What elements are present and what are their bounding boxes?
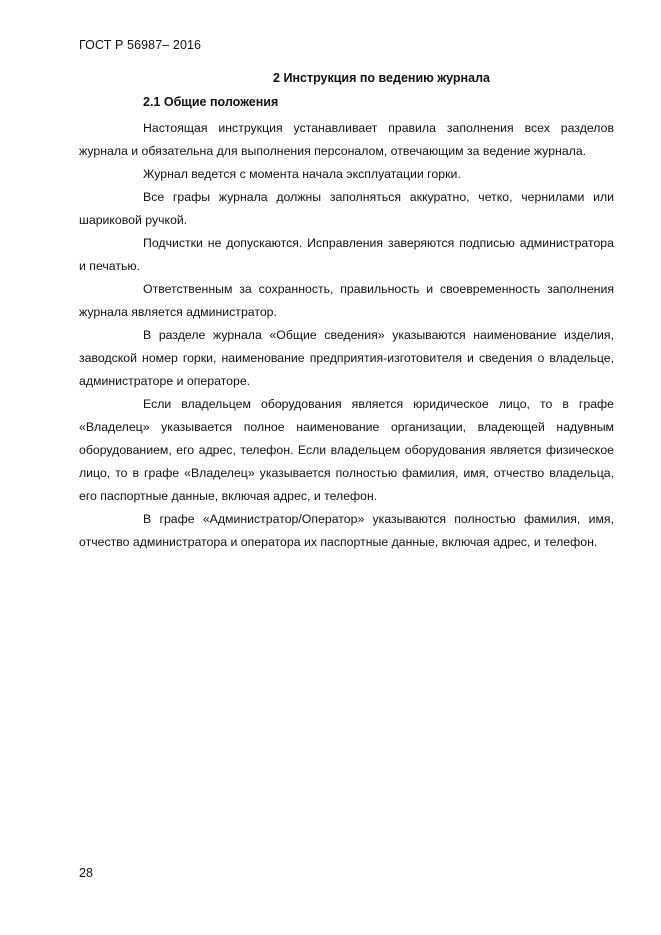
- paragraph-administrator: В графе «Администратор/Оператор» указываются полностью фамилия, имя, отчество администратора и оператора их паспортные данные, включая адрес, и телефон.: [79, 512, 614, 549]
- paragraph-responsibility: Ответственным за сохранность, правильность и своевременность заполнения журнала является администратор.: [79, 282, 614, 319]
- page-number: 28: [79, 866, 93, 880]
- paragraph-scope: Настоящая инструкция устанавливает правила заполнения всех разделов журнала и обязательна для выполнения персоналом, отвечающим за ведение журнала.: [79, 121, 614, 158]
- document-body: [79, 70, 614, 554]
- paragraph-ink: Все графы журнала должны заполняться аккуратно, четко, чернилами или шариковой ручкой.: [79, 190, 614, 227]
- paragraph-start: Журнал ведется с момента начала эксплуатации горки.: [143, 167, 461, 181]
- document-code-header: ГОСТ Р 56987– 2016: [79, 38, 202, 52]
- paragraph-general-info: В разделе журнала «Общие сведения» указываются наименование изделия, заводской номер горки, наименование предприятия-изготовителя и сведения о владельце, администраторе и операторе.: [79, 328, 614, 388]
- paragraph-owner: Если владельцем оборудования является юридическое лицо, то в графе «Владелец» указывается полное наименование организации, владеющей надувным оборудованием, его адрес, телефон. Если владельцем оборудования является физическое лицо, то в графе «Владелец» указывается полностью фамилия, имя, отчество владельца, его паспортные данные, включая адрес, и телефон.: [79, 397, 614, 503]
- section-title: 2 Инструкция по ведению журнала: [273, 71, 490, 85]
- paragraph-corrections: Подчистки не допускаются. Исправления заверяются подписью администратора и печатью.: [79, 236, 614, 273]
- subsection-title: 2.1 Общие положения: [143, 95, 279, 109]
